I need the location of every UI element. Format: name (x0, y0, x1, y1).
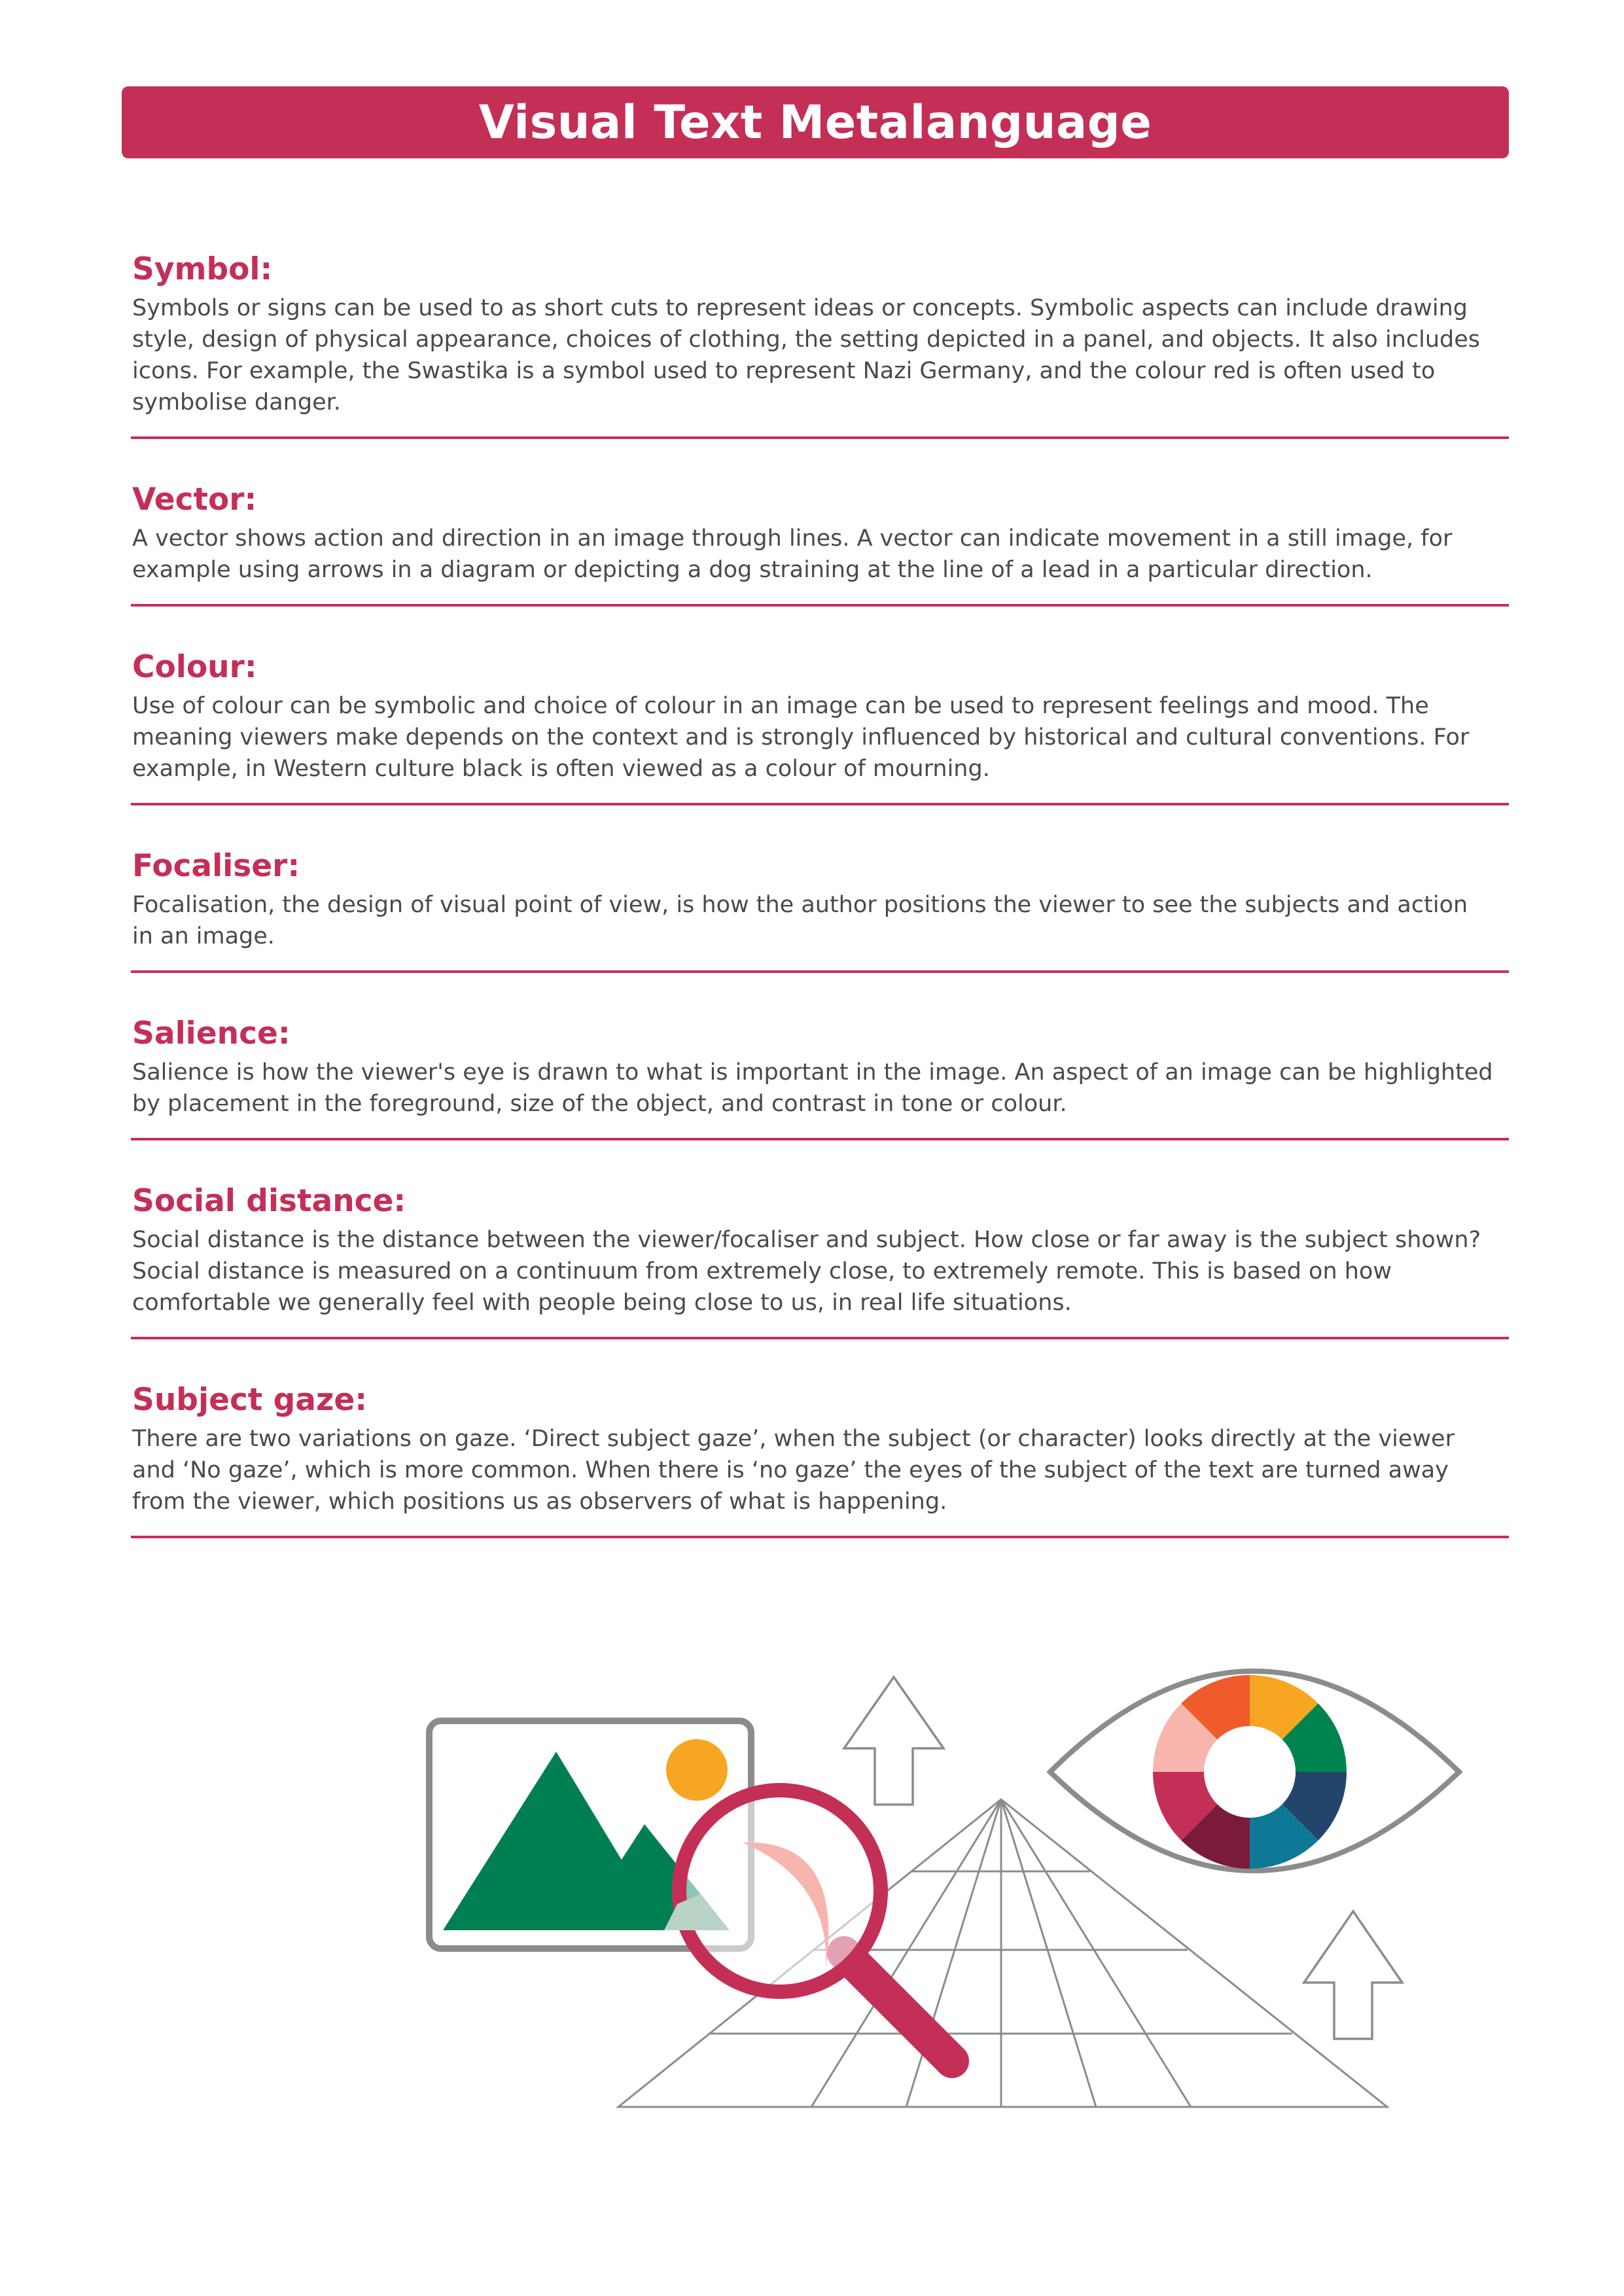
section-text: Social distance is the distance between the viewer/focaliser and subject. How close or far away is the subject shown? Social distance is measured on a continuum from extremely close, to extremely remote. This is based on how comfortable we generally feel with people being close to us, in real life situations. (132, 1227, 1481, 1316)
section-text: Use of colour can be symbolic and choice of colour in an image can be used to represent feelings and mood. The meaning viewers make depends on the context and is strongly influenced by historical and cultural conventions. For example, in Western culture black is often viewed as a colour of mourning. (132, 693, 1470, 783)
section-heading: Subject gaze: (132, 1382, 368, 1419)
page-title: Visual Text Metalanguage (478, 96, 1152, 149)
eye-colour-wheel-icon (1050, 1671, 1459, 1871)
up-arrow-icon (844, 1677, 944, 1805)
section-heading: Social distance: (132, 1183, 406, 1220)
section-text: Symbols or signs can be used to as short cuts to represent ideas or concepts. Symbolic aspects can include drawing style, design of physical appearance, choices of clothing, the setting depicted in a panel, and objects. It also includes icons. For example, the Swastika is a symbol used to represent Nazi Germany, and the colour red is often used to symbolise danger. (132, 295, 1481, 416)
up-arrow-icon (1304, 1911, 1402, 2039)
section-heading: Symbol: (132, 251, 273, 287)
section-text: Salience is how the viewer's eye is drawn to what is important in the image. An aspect of an image can be highlighted by placement in the foreground, size of the object, and contrast in tone or colour. (132, 1059, 1493, 1118)
section-text: A vector shows action and direction in an image through lines. A vector can indicate movement in a still image, for example using arrows in a diagram or depicting a dog straining at the line of a lead in a particular direction. (132, 525, 1453, 584)
section-text: Focalisation, the design of visual point of view, is how the author positions the viewer to see the subjects and action in an image. (132, 892, 1468, 950)
section-text: There are two variations on gaze. ‘Direct subject gaze’, when the subject (or character) looks directly at the viewer and ‘No gaze’, which is more common. When there is ‘no gaze’ the eyes of the subject of the text are turned away from the viewer, which positions us as observers of what is happening. (132, 1426, 1455, 1515)
section-heading: Vector: (132, 482, 257, 518)
magnifying-glass-icon (664, 1790, 952, 2061)
section-heading: Salience: (132, 1016, 291, 1052)
section-heading: Focaliser: (132, 848, 300, 885)
section-heading: Colour: (132, 649, 257, 686)
